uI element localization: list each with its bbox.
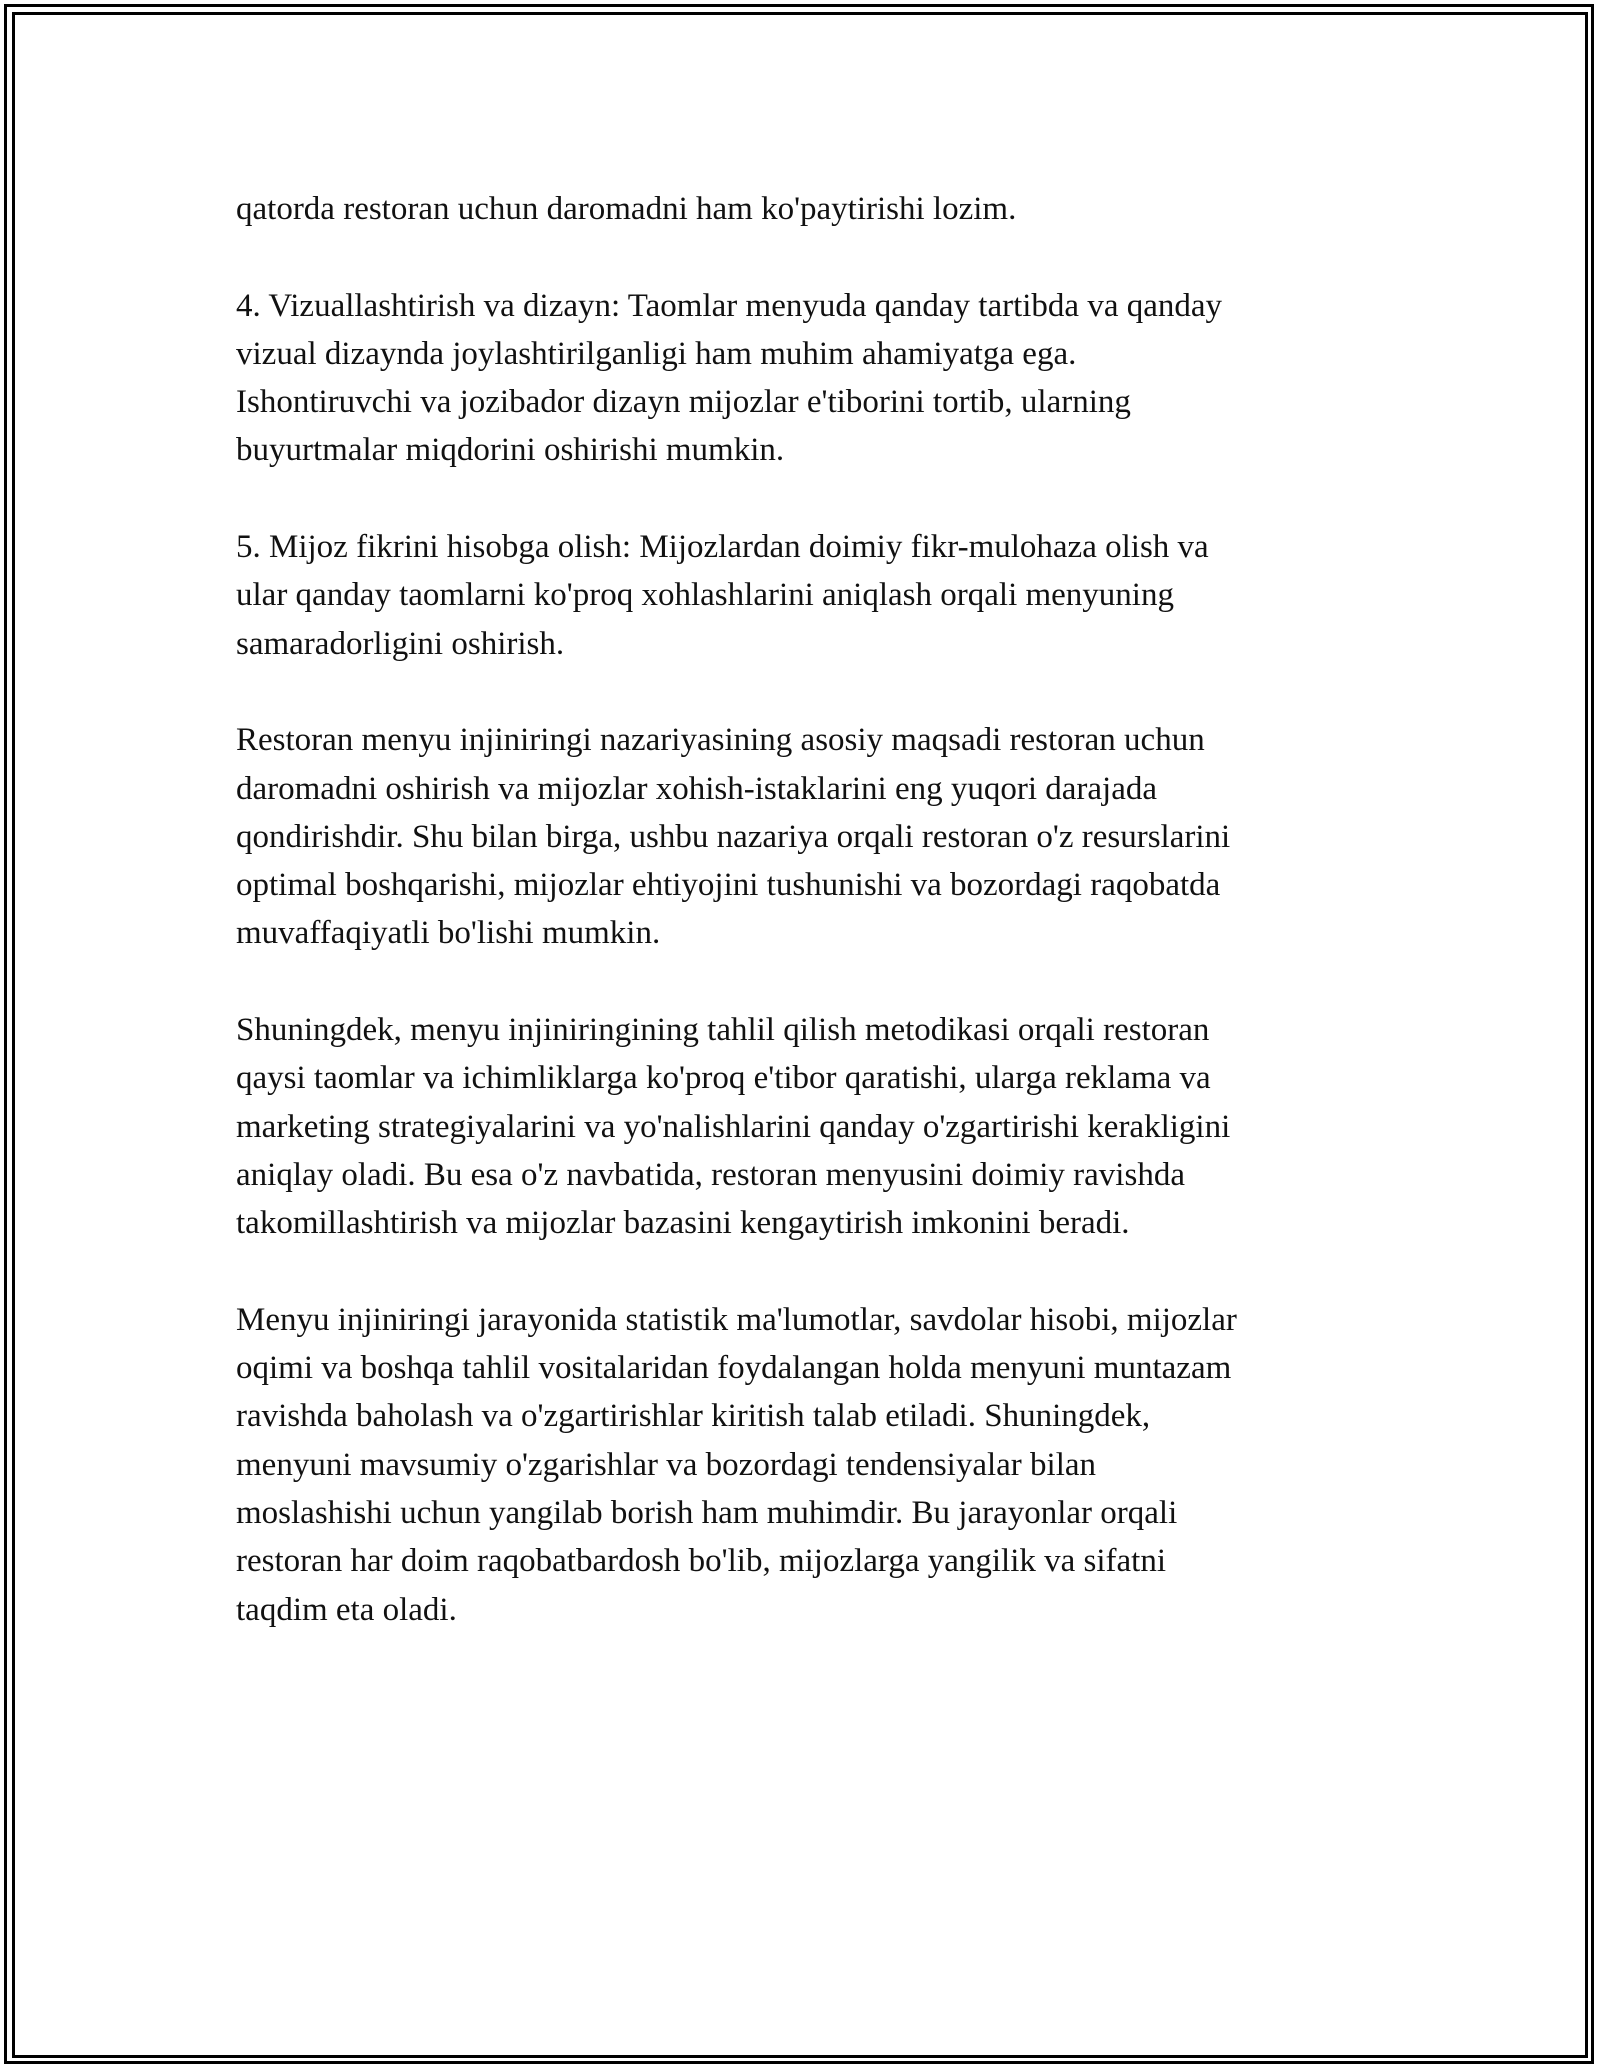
text-line: aniqlay oladi. Bu esa o'z navbatida, restoran menyusini doimiy ravishda [236, 1156, 1185, 1193]
text-line: qondirishdir. Shu bilan birga, ushbu nazariya orqali restoran o'z resurslarini [236, 818, 1231, 855]
text-line: ravishda baholash va o'zgartirishlar kiritish talab etiladi. Shuningdek, [236, 1398, 1151, 1435]
paragraph-visualization-design [236, 282, 1356, 475]
text-line: qatorda restoran uchun daromadni ham ko'paytirishi lozim. [236, 191, 1017, 227]
text-line: daromadni oshirish va mijozlar xohish-istaklarini eng yuqori darajada [236, 770, 1158, 807]
document-body [236, 185, 1356, 1682]
paragraph-analysis-methodology [236, 1006, 1356, 1247]
text-line: 4. Vizuallashtirish va dizayn: Taomlar menyuda qanday tartibda va qanday [236, 287, 1223, 324]
text-line: 5. Mijoz fikrini hisobga olish: Mijozlardan doimiy fikr-mulohaza olish va [236, 529, 1209, 566]
paragraph-customer-feedback [236, 523, 1356, 668]
paragraph-process [236, 1296, 1356, 1634]
text-line: optimal boshqarishi, mijozlar ehtiyojini tushunishi va bozordagi raqobatda [236, 867, 1221, 904]
text-line: samaradorligini oshirish. [236, 625, 565, 662]
text-line: Restoran menyu injiniringi nazariyasining asosiy maqsadi restoran uchun [236, 722, 1205, 759]
text-line: vizual dizaynda joylashtirilganligi ham muhim ahamiyatga ega. [236, 335, 1077, 372]
text-line: Ishontiruvchi va jozibador dizayn mijozlar e'tiborini tortib, ularning [236, 384, 1131, 421]
text-line: taqdim eta oladi. [236, 1591, 457, 1628]
text-line: menyuni mavsumiy o'zgarishlar va bozordagi tendensiyalar bilan [236, 1446, 1097, 1483]
text-line: Shuningdek, menyu injiniringining tahlil qilish metodikasi orqali restoran [236, 1012, 1210, 1049]
paragraph-continuation [236, 185, 1356, 233]
text-line: muvaffaqiyatli bo'lishi mumkin. [236, 915, 661, 952]
paragraph-main-goal [236, 716, 1356, 957]
text-line: qaysi taomlar va ichimliklarga ko'proq e'tibor qaratishi, ularga reklama va [236, 1060, 1211, 1097]
text-line: restoran har doim raqobatbardosh bo'lib, mijozlarga yangilik va sifatni [236, 1543, 1167, 1580]
text-line: marketing strategiyalarini va yo'nalishlarini qanday o'zgartirishi kerakligini [236, 1108, 1231, 1145]
text-line: buyurtmalar miqdorini oshirishi mumkin. [236, 432, 785, 469]
text-line: Menyu injiniringi jarayonida statistik ma'lumotlar, savdolar hisobi, mijozlar [236, 1301, 1237, 1338]
text-line: takomillashtirish va mijozlar bazasini kengaytirish imkonini beradi. [236, 1205, 1130, 1242]
text-line: ular qanday taomlarni ko'proq xohlashlarini aniqlash orqali menyuning [236, 577, 1174, 614]
text-line: moslashishi uchun yangilab borish ham muhimdir. Bu jarayonlar orqali [236, 1495, 1178, 1532]
text-line: oqimi va boshqa tahlil vositalaridan foydalangan holda menyuni muntazam [236, 1350, 1232, 1387]
